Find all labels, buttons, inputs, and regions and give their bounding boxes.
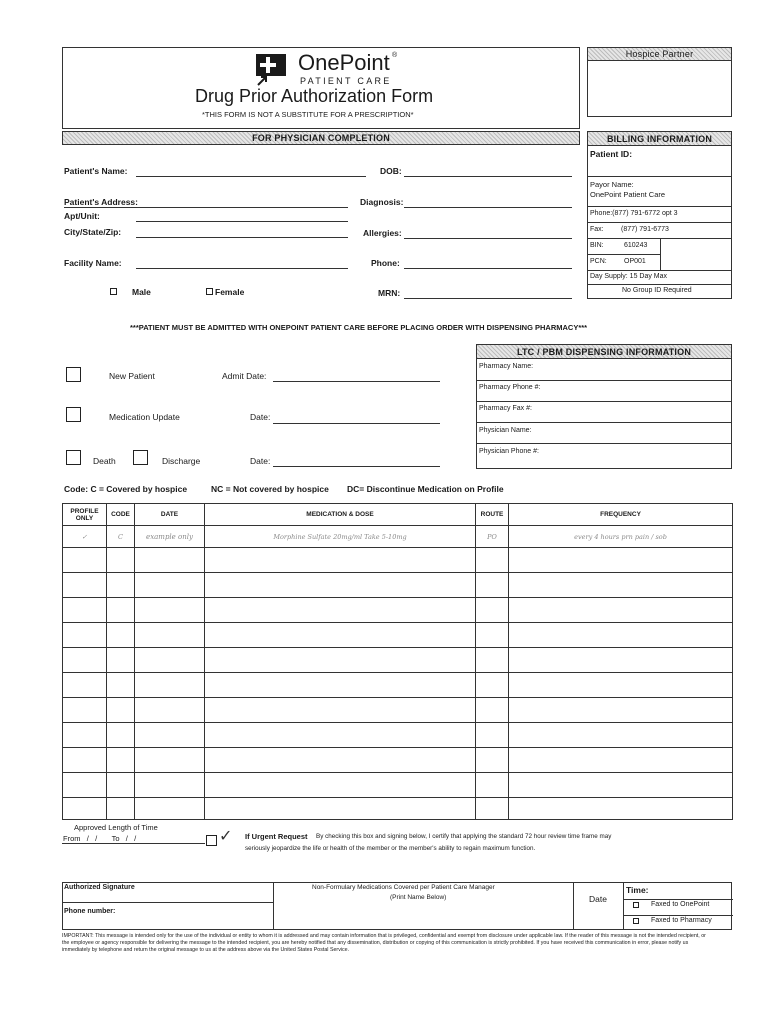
table-row[interactable] xyxy=(63,548,733,573)
status-date-label: Date: xyxy=(250,456,271,466)
approval-dates-line[interactable] xyxy=(62,843,205,844)
phone-field[interactable] xyxy=(404,268,572,269)
male-checkbox[interactable] xyxy=(110,288,117,295)
mrn-label: MRN: xyxy=(378,288,401,298)
medication-table xyxy=(62,503,733,820)
pcn-label: PCN: xyxy=(590,258,607,265)
logo xyxy=(254,52,404,88)
authorized-signature-label: Authorized Signature xyxy=(64,884,135,891)
admit-date-label: Admit Date: xyxy=(222,371,267,381)
code-c: Code: C = Covered by hospice xyxy=(64,484,188,494)
time-label: Time: xyxy=(626,885,649,895)
update-date-label: Date: xyxy=(250,412,271,422)
header-route: ROUTE xyxy=(476,504,509,526)
admit-date-field[interactable] xyxy=(273,381,440,382)
logo-reg: ® xyxy=(392,52,398,59)
urgent-checkbox[interactable] xyxy=(206,835,217,846)
print-name-label: (Print Name Below) xyxy=(390,894,447,901)
status-date-field[interactable] xyxy=(273,466,440,467)
legal-disclaimer: IMPORTANT: This message is intended only for the use of the individual or entity to whom it is addressed and may contain information that is privileged, confidential and exempt from disclosure under applicable law. If the reader of this message is not the intended recipient, or the employee or agency responsible for delivering the message to the intended recipient, you are hereby notified that any dissemination, distribution or copying of this communication is strictly prohibited. If you have received this communication in error, please notify us immediately by telephone and return the original message to us at the address above via the United States Postal Service. xyxy=(62,933,706,954)
example-frequency: every 4 hours prn pain / sob xyxy=(509,526,733,548)
table-row[interactable] xyxy=(63,573,733,598)
logo-mark-icon xyxy=(254,52,288,86)
table-row[interactable] xyxy=(63,673,733,698)
payor-name-label: Payor Name: xyxy=(590,180,634,189)
example-profile: ✓ xyxy=(63,526,107,548)
ltc-heading: LTC / PBM DISPENSING INFORMATION xyxy=(516,346,692,357)
example-medication: Morphine Sulfate 20mg/ml Take 5-10mg xyxy=(205,526,476,548)
bin-label: BIN: xyxy=(590,242,604,249)
medication-update-checkbox[interactable] xyxy=(66,407,81,422)
pcn-value: OP001 xyxy=(624,258,646,265)
table-row[interactable] xyxy=(63,623,733,648)
diagnosis-field[interactable] xyxy=(404,207,572,208)
physician-section xyxy=(62,131,580,303)
urgent-text-1: By checking this box and signing below, I certify that applying the standard 72 hour review time frame may xyxy=(316,833,612,840)
ltc-box xyxy=(476,344,732,469)
dob-field[interactable] xyxy=(404,176,572,177)
table-row[interactable] xyxy=(63,598,733,623)
table-row xyxy=(63,526,733,548)
faxed-pharmacy-checkbox[interactable] xyxy=(633,918,639,924)
phone-label: Phone: xyxy=(371,258,400,268)
table-row[interactable] xyxy=(63,773,733,798)
phone-number-label: Phone number: xyxy=(64,908,116,915)
bin-value: 610243 xyxy=(624,242,648,249)
pharmacy-phone-label: Pharmacy Phone #: xyxy=(479,384,541,391)
death-label: Death xyxy=(93,456,116,466)
allergies-label: Allergies: xyxy=(363,228,402,238)
table-header-row xyxy=(63,504,733,526)
patient-id-label: Patient ID: xyxy=(590,149,633,159)
discharge-checkbox[interactable] xyxy=(133,450,148,465)
new-patient-checkbox[interactable] xyxy=(66,367,81,382)
approved-length-label: Approved Length of Time xyxy=(74,823,158,832)
header-medication-dose: MEDICATION & DOSE xyxy=(205,504,476,526)
header-profile-only: PROFILE ONLY xyxy=(63,504,107,526)
patient-name-field[interactable] xyxy=(136,176,366,177)
city-state-zip-label: City/State/Zip: xyxy=(64,227,122,237)
dob-label: DOB: xyxy=(380,166,402,176)
table-row[interactable] xyxy=(63,648,733,673)
checkmark-icon: ✓ xyxy=(219,828,233,845)
form-subtitle: *THIS FORM IS NOT A SUBSTITUTE FOR A PRESCRIPTION* xyxy=(202,110,414,119)
logo-subtitle: PATIENT CARE xyxy=(300,76,392,86)
pharmacy-fax-label: Pharmacy Fax #: xyxy=(479,405,532,412)
apt-unit-label: Apt/Unit: xyxy=(64,211,100,221)
new-patient-label: New Patient xyxy=(109,371,155,381)
example-code: C xyxy=(107,526,135,548)
form-title: Drug Prior Authorization Form xyxy=(195,86,434,106)
header-frequency: FREQUENCY xyxy=(509,504,733,526)
mrn-field[interactable] xyxy=(404,298,572,299)
facility-name-field[interactable] xyxy=(136,268,348,269)
header-date: DATE xyxy=(135,504,205,526)
death-checkbox[interactable] xyxy=(66,450,81,465)
table-row[interactable] xyxy=(63,798,733,820)
faxed-pharmacy-label: Faxed to Pharmacy xyxy=(651,917,712,924)
patient-name-label: Patient's Name: xyxy=(64,166,128,176)
logo-name: OnePoint xyxy=(298,50,390,75)
patient-address-label: Patient's Address: xyxy=(64,197,138,207)
physician-phone-label: Physician Phone #: xyxy=(479,448,539,455)
billing-box xyxy=(587,131,732,299)
code-dc: DC= Discontinue Medication on Profile xyxy=(347,484,504,494)
male-label: Male xyxy=(132,287,151,297)
billing-heading: BILLING INFORMATION xyxy=(606,133,713,144)
urgent-title: If Urgent Request xyxy=(245,832,308,841)
medication-update-label: Medication Update xyxy=(109,412,180,422)
update-date-field[interactable] xyxy=(273,423,440,424)
fax-label: Fax: xyxy=(590,226,604,233)
physician-heading: FOR PHYSICIAN COMPLETION xyxy=(252,133,390,143)
diagnosis-label: Diagnosis: xyxy=(360,197,404,207)
code-nc: NC = Not covered by hospice xyxy=(211,484,329,494)
table-row[interactable] xyxy=(63,748,733,773)
example-route: PO xyxy=(476,526,509,548)
urgent-text-2: seriously jeopardize the life or health of the member or the member's ability to regain maximum function. xyxy=(245,845,536,852)
female-checkbox[interactable] xyxy=(206,288,213,295)
payor-name-value: OnePoint Patient Care xyxy=(590,190,666,199)
faxed-onepoint-checkbox[interactable] xyxy=(633,902,639,908)
female-label: Female xyxy=(215,287,245,297)
hospice-partner-box xyxy=(587,47,732,117)
faxed-onepoint-label: Faxed to OnePoint xyxy=(651,901,710,908)
apt-unit-field[interactable] xyxy=(136,221,348,222)
example-date: example only xyxy=(135,526,205,548)
discharge-label: Discharge xyxy=(162,456,201,466)
date-label: Date xyxy=(589,894,607,904)
table-row[interactable] xyxy=(63,723,733,748)
group-id: No Group ID Required xyxy=(622,287,692,294)
physician-name-label: Physician Name: xyxy=(479,427,532,434)
table-row[interactable] xyxy=(63,698,733,723)
billing-phone: Phone:(877) 791-6772 opt 3 xyxy=(590,210,678,217)
pharmacy-name-label: Pharmacy Name: xyxy=(479,363,534,370)
hospice-partner-heading: Hospice Partner xyxy=(625,49,694,59)
facility-name-label: Facility Name: xyxy=(64,258,122,268)
allergies-field[interactable] xyxy=(404,238,572,239)
patient-address-field[interactable] xyxy=(64,207,348,208)
nonformulary-label: Non-Formulary Medications Covered per Patient Care Manager xyxy=(312,884,495,891)
fax-value: (877) 791-6773 xyxy=(621,226,669,233)
from-to-label: From / / To / / xyxy=(63,834,137,843)
admission-notice: ***PATIENT MUST BE ADMITTED WITH ONEPOINT PATIENT CARE BEFORE PLACING ORDER WITH DISPENSING PHARMACY*** xyxy=(130,323,588,332)
header-code: CODE xyxy=(107,504,135,526)
city-state-zip-field[interactable] xyxy=(136,237,348,238)
day-supply: Day Supply: 15 Day Max xyxy=(590,273,668,280)
